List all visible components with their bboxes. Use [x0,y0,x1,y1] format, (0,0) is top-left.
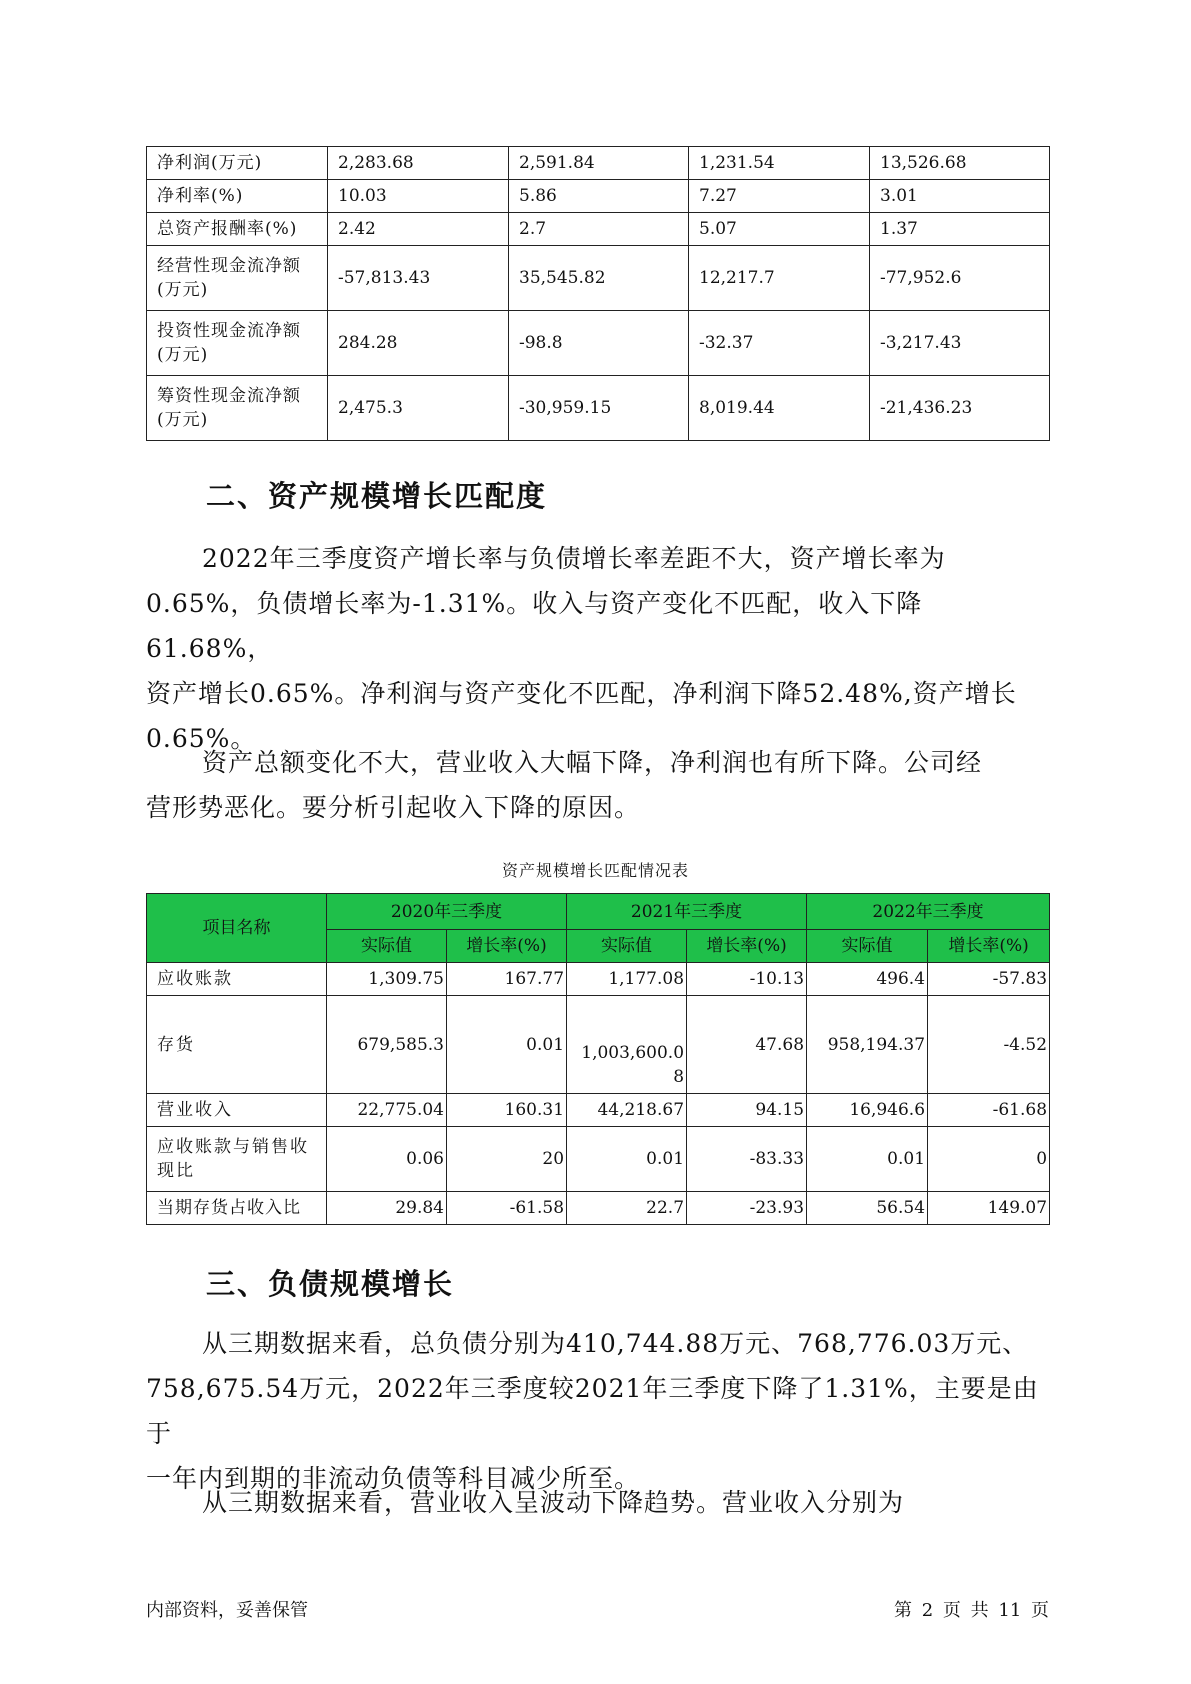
cell-value: 1.37 [870,213,1050,246]
cell-value: 284.28 [328,311,509,376]
row-label [147,246,328,311]
cell-value: 5.86 [509,180,689,213]
row-label: 总资产报酬率(%) [147,213,328,246]
row-label: 营业收入 [147,1094,327,1127]
cell-value: -21,436.23 [870,376,1050,441]
cell-value: 0.01 [567,1127,687,1192]
cell-value: 2.42 [328,213,509,246]
table-caption: 资产规模增长匹配情况表 [501,861,689,880]
cell-value: 8,019.44 [689,376,870,441]
header-year-2021: 2021年三季度 [567,894,807,930]
row-label: 当期存货占收入比 [147,1192,327,1225]
table-row [147,246,1050,311]
cell-value: -83.33 [687,1127,807,1192]
paragraph-line: 758,675.54万元，2022年三季度较2021年三季度下降了1.31%，主要是由于 [146,1374,1039,1448]
row-label-line: 投资性现金流净额 [157,321,301,341]
row-label-line: (万元) [157,345,209,365]
paragraph [146,1480,1046,1525]
cell-value: 20 [447,1127,567,1192]
cell-value: 496.4 [807,963,928,996]
table-row [147,996,1050,1094]
cell-value: 10.03 [328,180,509,213]
cell-value-line: 8 [673,1067,685,1087]
cell-value: -10.13 [687,963,807,996]
cell-value: 2.7 [509,213,689,246]
cell-value: 2,475.3 [328,376,509,441]
cell-value: -61.68 [928,1094,1050,1127]
row-label-line: 应收账款与销售收 [157,1137,309,1157]
section-title: 三、负债规模增长 [206,1267,455,1301]
table-row [147,376,1050,441]
table-row [147,963,1050,996]
paragraph-line: 一年内到期的非流动负债等科目减少所至。 [146,1464,641,1493]
cell-value: -98.8 [509,311,689,376]
row-label-line: 经营性现金流净额 [157,256,301,276]
cell-value: 13,526.68 [870,147,1050,180]
financial-metrics-table [146,146,1050,441]
cell-value: 22,775.04 [327,1094,447,1127]
cell-value: -30,959.15 [509,376,689,441]
table-row [147,311,1050,376]
cell-value: 5.07 [689,213,870,246]
paragraph-line: 从三期数据来看，营业收入呈波动下降趋势。营业收入分别为 [202,1488,905,1517]
cell-value-multiline [567,996,687,1094]
cell-value: 35,545.82 [509,246,689,311]
cell-value: 16,946.6 [807,1094,928,1127]
cell-value: 958,194.37 [807,996,928,1094]
cell-value: 44,218.67 [567,1094,687,1127]
row-label [147,1127,327,1192]
table-row [147,147,1050,180]
paragraph-line: 从三期数据来看，总负债分别为410,744.88万元、768,776.03万元、 [202,1329,1029,1358]
footer-page-number: 第 2 页 共 11 页 [894,1600,1049,1621]
paragraph-line: 0.65%。 [146,724,257,753]
paragraph-line: 营形势恶化。要分析引起收入下降的原因。 [146,793,641,822]
table-row [147,1094,1050,1127]
row-label [147,311,328,376]
paragraph-line: 0.65%，负债增长率为-1.31%。收入与资产变化不匹配，收入下降61.68%， [146,589,923,663]
cell-value: 1,231.54 [689,147,870,180]
cell-value: 0.06 [327,1127,447,1192]
table-row [147,1127,1050,1192]
cell-value: -57,813.43 [328,246,509,311]
paragraph [146,1321,1046,1501]
cell-value: 0.01 [807,1127,928,1192]
cell-value: 3.01 [870,180,1050,213]
cell-value: -57.83 [928,963,1050,996]
table-row [147,180,1050,213]
cell-value: 679,585.3 [327,996,447,1094]
header-actual: 实际值 [807,930,928,963]
cell-value: -23.93 [687,1192,807,1225]
cell-value: -61.58 [447,1192,567,1225]
header-growth: 增长率(%) [447,930,567,963]
section-title: 二、资产规模增长匹配度 [206,479,548,513]
cell-value: 7.27 [689,180,870,213]
cell-value: 167.77 [447,963,567,996]
cell-value: 12,217.7 [689,246,870,311]
cell-value: 1,309.75 [327,963,447,996]
cell-value-line: 1,003,600.0 [581,1043,685,1063]
cell-value: 47.68 [687,996,807,1094]
header-year-2020: 2020年三季度 [327,894,567,930]
cell-value: 160.31 [447,1094,567,1127]
row-label: 净利率(%) [147,180,328,213]
header-growth: 增长率(%) [928,930,1050,963]
table-row [147,213,1050,246]
row-label-line: 现比 [157,1161,195,1181]
cell-value: -4.52 [928,996,1050,1094]
row-label-line: 筹资性现金流净额 [157,386,301,406]
asset-growth-match-table [146,893,1050,1225]
paragraph-line: 资产总额变化不大，营业收入大幅下降，净利润也有所下降。公司经 [202,748,983,777]
cell-value: -77,952.6 [870,246,1050,311]
header-actual: 实际值 [327,930,447,963]
paragraph-line: 资产增长0.65%。净利润与资产变化不匹配，净利润下降52.48%,资产增长 [146,679,1017,708]
cell-value: 0.01 [447,996,567,1094]
footer-confidential-note: 内部资料，妥善保管 [146,1600,308,1621]
row-label: 净利润(万元) [147,147,328,180]
cell-value: 22.7 [567,1192,687,1225]
row-label [147,376,328,441]
row-label: 应收账款 [147,963,327,996]
cell-value: 2,591.84 [509,147,689,180]
paragraph [146,536,1046,761]
header-actual: 实际值 [567,930,687,963]
cell-value: 94.15 [687,1094,807,1127]
cell-value: 29.84 [327,1192,447,1225]
paragraph [146,740,1046,830]
cell-value: 56.54 [807,1192,928,1225]
cell-value: -32.37 [689,311,870,376]
row-label: 存货 [147,996,327,1094]
header-year-2022: 2022年三季度 [807,894,1050,930]
header-row [147,894,1050,930]
row-label-line: (万元) [157,410,209,430]
cell-value: -3,217.43 [870,311,1050,376]
header-growth: 增长率(%) [687,930,807,963]
cell-value: 1,177.08 [567,963,687,996]
cell-value: 2,283.68 [328,147,509,180]
cell-value: 149.07 [928,1192,1050,1225]
cell-value: 0 [928,1127,1050,1192]
table-row [147,1192,1050,1225]
header-item-name: 项目名称 [147,894,327,963]
row-label-line: (万元) [157,280,209,300]
paragraph-line: 2022年三季度资产增长率与负债增长率差距不大，资产增长率为 [202,544,946,573]
